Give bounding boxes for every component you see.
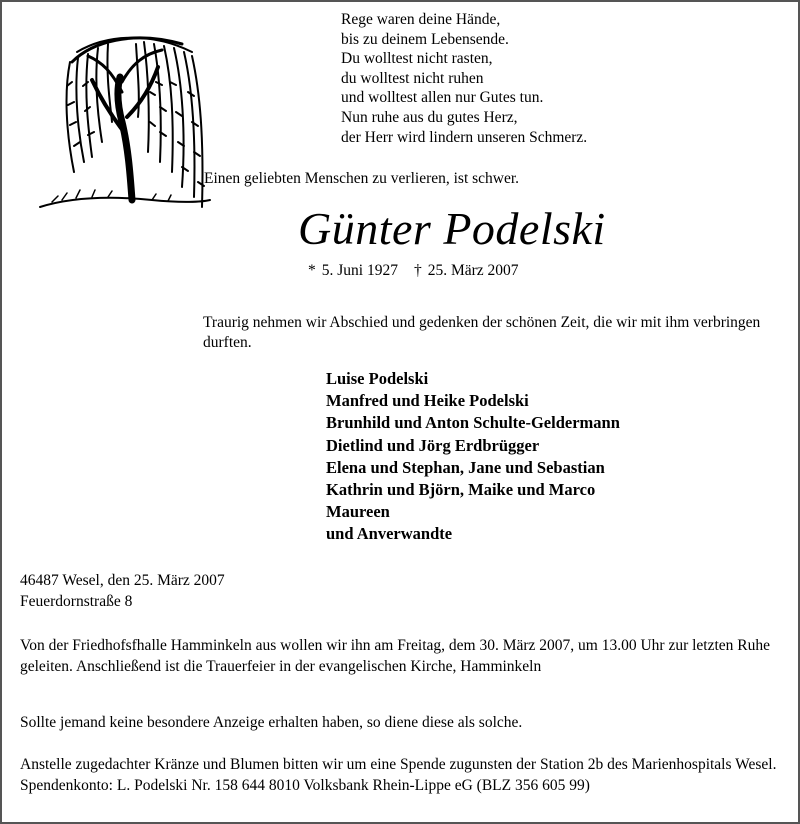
poem-line: Rege waren deine Hände,: [341, 11, 501, 28]
poem-line: bis zu deinem Lebensende.: [341, 30, 509, 48]
poem-line: du wolltest nicht ruhen: [341, 69, 484, 87]
poem-line: der Herr wird lindern unseren Schmerz.: [341, 128, 588, 146]
mourner: Kathrin und Björn, Maike und Marco: [326, 480, 596, 500]
mourner: Brunhild und Anton Schulte-Geldermann: [326, 413, 620, 433]
mourner: Maureen: [326, 502, 390, 522]
place-date: 46487 Wesel, den 25. März 2007: [20, 572, 225, 589]
mourner: und Anverwandte: [326, 524, 453, 544]
death-cross-icon: †: [413, 262, 422, 279]
birth-date: 5. Juni 1927: [321, 262, 398, 279]
funeral-text: Von der Friedhofsfhalle Hamminkeln aus wollen wir ihn am Freitag, dem 30. März 2007, um 13.00 Uhr zur letzten Ruhe geleiten. Anschließend ist die Trauerfeier in der evangelischen Kirche, Hamminkeln: [20, 637, 771, 675]
street: Feuerdornstraße 8: [20, 593, 133, 610]
mourners-list: [326, 368, 620, 546]
mourner: Manfred und Heike Podelski: [326, 391, 529, 411]
mourning-text: Traurig nehmen wir Abschied und gedenken der schönen Zeit, die wir mit ihm verbringen durften.: [203, 314, 761, 351]
mourner: Luise Podelski: [326, 369, 429, 388]
poem: [341, 10, 587, 147]
poem-line: Nun ruhe aus du gutes Herz,: [341, 108, 518, 126]
weeping-willow-icon: [32, 22, 212, 252]
deceased-name: Günter Podelski: [298, 203, 606, 254]
intro-text: Einen geliebten Menschen zu verlieren, ist schwer.: [204, 170, 520, 187]
address-block: [20, 570, 225, 612]
poem-line: und wolltest allen nur Gutes tun.: [341, 89, 544, 107]
birth-symbol: *: [308, 262, 316, 279]
notice-text: Sollte jemand keine besondere Anzeige erhalten haben, so diene diese als solche.: [20, 714, 523, 731]
life-dates: [308, 262, 519, 280]
mourner: Elena und Stephan, Jane und Sebastian: [326, 457, 605, 477]
poem-line: Du wolltest nicht rasten,: [341, 50, 493, 68]
death-date: 25. März 2007: [427, 262, 519, 279]
donation-text: Anstelle zugedachter Kränze und Blumen bitten wir um eine Spende zugunsten der Station 2b des Marienhospitals Wesel. Spendenkonto: L. Podelski Nr. 158 644 8010 Volksbank Rhein-Lippe eG (BLZ 356 605 99): [20, 756, 777, 794]
mourner: Dietlind und Jörg Erdbrügger: [326, 435, 540, 455]
